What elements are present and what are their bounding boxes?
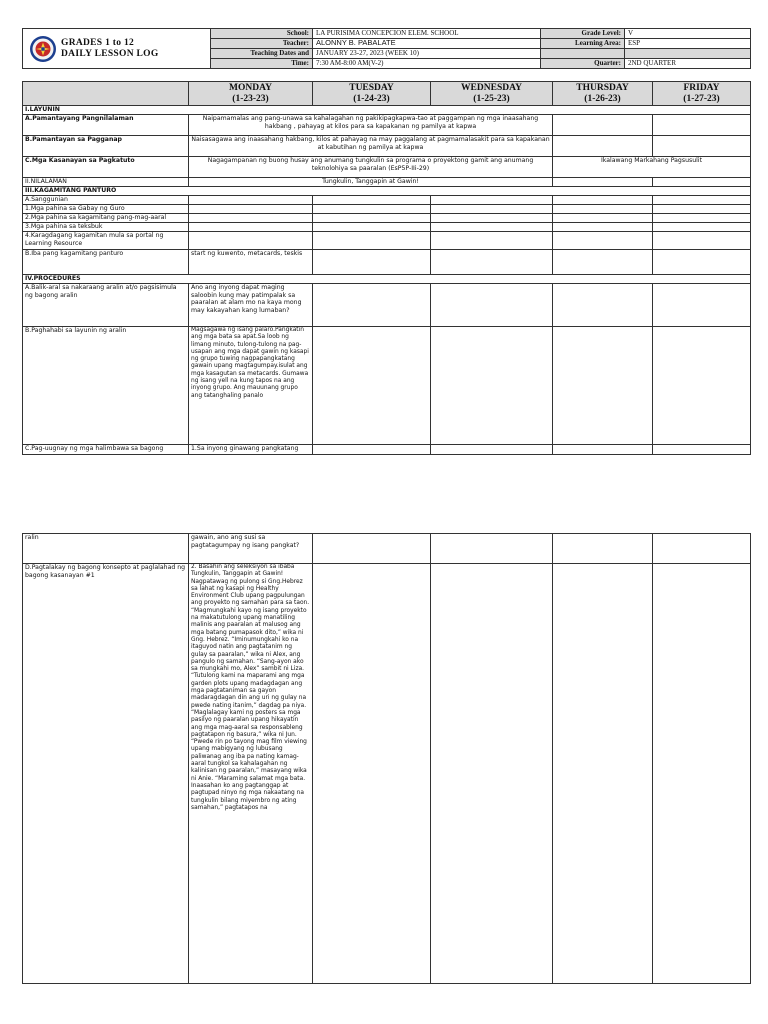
quarter-label: Quarter: [541,59,625,69]
teacher-label: Teacher: [211,39,313,49]
pagtalakay-text: 2. Basahin ang seleksiyon sa ibaba Tungkulin, Tanggapin at Gawin! Nagpatawag ng pulong si Gng.Hebrez sa lahat ng kasapi ng Healthy Environment Club upang pagpulungan ang proyekto ng samahan para sa taon. “Magmungkahi kayo ng isang proyekto na makatutulong upang manatiling malinis ang paaralan at malusog ang mga batang pumapasok dito,” wika ni Gng. Hebrez. “Iminumungkahi ko na itaguyod natin ang pagtatanim ng gulay sa paaralan,” wika ni Alex, ang pangulo ng samahan. “Sang-ayon ako sa mungkahi mo, Alex” sambit ni Liza. “Tutulong kami na maparami ang mga garden plots upang madagdagan ang mga pagtataniman sa gayon madaragdagan din ang uri ng gulay na pwede nating itanim,” dagdag pa niya. “Maglalagay kami ng posters sa mga pasilyo ng paaralan upang hikayatin ang mga mag-aaral sa responsableng pagtatapon ng basura,” wika ni Jun. “Pwede rin po tayong mag film viewing upang mabigyang ng lubusang paliwanag ang iba pa nating kamag-aaral tungkol sa kahalagahan ng kalinisan ng paaralan,” masayang wika ni Anie. “Maraming salamat mga bata. Inaasahan ko ang pagtanggap at pagtupad ninyo ng mga nakaatang na tungkulin bilang miyembro ng ating samahan,” pagtatapos na [189,564,313,984]
row-label-paghahabi: B.Paghahabi sa layunin ng aralin [23,327,189,445]
row-label-karagdagang: 4.Karagdagang kagamitan mula sa portal ng Learning Resource [23,232,189,250]
section-procedures: IV.PROCEDURES [23,275,751,284]
pag-uugnay-text-part1: 1.Sa inyong ginawang pangkatang [189,445,313,455]
row-label-iba-pang: B.Iba pang kagamitang panturo [23,250,189,275]
grade-level-value: V [625,29,751,39]
day-header-tuesday: TUESDAY (1-24-23) [313,82,431,106]
day-header-wednesday: WEDNESDAY (1-25-23) [431,82,553,106]
kasanayan-text: Nagagampanan ng buong husay ang anumang tungkulin sa programa o proyektong gamit ang anumang teknolohiya sa paaralan (EsP5P-IIi-29) [189,157,553,178]
balik-aral-text: Ano ang inyong dapat maging saloobin kung may patimpalak sa paaralan at alam mo na kaya mong may kakayahan kang lumaban? [189,284,313,327]
teaching-dates-value: JANUARY 23-27, 2023 (WEEK 10) [313,49,541,59]
section-kagamitang-panturo: III.KAGAMITANG PANTURO [23,187,751,196]
row-label-teksbuk: 3.Mga pahina sa teksbuk [23,223,189,232]
grade-level-label: Grade Level: [541,29,625,39]
header-logo-cell [23,29,211,69]
day-header-monday: MONDAY (1-23-23) [189,82,313,106]
quarter-value: 2ND QUARTER [625,59,751,69]
row-label-kagamitang-mag-aaral: 2.Mga pahina sa kagamitang pang-mag-aaral [23,214,189,223]
day-header-friday: FRIDAY (1-27-23) [653,82,751,106]
teacher-value: ALONNY B. PABALATE [313,39,541,49]
deped-seal-icon [29,35,57,63]
title-line-1: GRADES 1 to 12 [61,37,135,48]
school-value: LA PURISIMA CONCEPCION ELEM. SCHOOL [313,29,541,39]
row-label-nilalaman: II.NILALAMAN [23,178,189,187]
title-line-2: DAILY LESSON LOG [61,48,159,59]
paghahabi-text: Magsagawa ng isang palaro.Pangkatin ang mga bata sa apat.Sa loob ng limang minuto, tulong-tulong na pag- usapan ang mga dapat gawin ng kasapi ng grupo tuwing nagpapangkatang gawain upang magtagumpay.isulat ang mga kasagutan sa metacards. Gumawa ng isang yell na kung tapos na ang inyong grupo. Ang mauunang grupo ang tatanghaling panalo [189,327,313,445]
row-label-pamantayan-pagganap: B.Pamantayan sa Pagganap [23,136,189,157]
row-label-pamantayang-pangnilalaman: A.Pamantayang Pangnilalaman [23,115,189,136]
row-label-sanggunian: A.Sanggunian [23,196,189,205]
time-value: 7:30 AM-8:00 AM(V-2) [313,59,541,69]
row-label-gabay-guro: 1.Mga pahina sa Gabay ng Guro [23,205,189,214]
lesson-log-table [22,81,751,455]
pag-uugnay-text-part2: gawain, ano ang susi sa pagtatagumpay ng isang pangkat? [189,534,313,564]
school-label: School: [211,29,313,39]
row-label-kasanayan: C.Mga Kasanayan sa Pagkatuto [23,157,189,178]
lesson-log-table-continued [22,533,751,984]
teaching-dates-label: Teaching Dates and [211,49,313,59]
lesson-log-page-1 [22,28,750,455]
section-layunin: I.LAYUNIN [23,106,751,115]
kasanayan-thursday-text: Ikalawang Markahang Pagsusulit [553,157,751,178]
lesson-log-page-2 [22,533,750,984]
row-label-pagtalakay: D.Pagtalakay ng bagong konsepto at paglalahad ng bagong kasanayan #1 [23,564,189,984]
time-label: Time: [211,59,313,69]
pamantayang-pangnilalaman-text: Naipamamalas ang pang-unawa sa kahalagahan ng pakikipagkapwa-tao at paggampan ng mga inaasahang hakbang , pahayag at kilos para sa kapakanan ng pamilya at kapwa [189,115,553,136]
learning-area-label: Learning Area: [541,39,625,49]
learning-area-value: ESP [625,39,751,49]
day-header-thursday: THURSDAY (1-26-23) [553,82,653,106]
iba-pang-text: start ng kuwento, metacards, teskis [189,250,313,275]
header-table [22,28,751,69]
row-label-pag-uugnay: C.Pag-uugnay ng mga halimbawa sa bagong [23,445,189,455]
pamantayan-pagganap-text: Naisasagawa ang inaasahang hakbang, kilos at pahayag na may paggalang at pagmamalasakit para sa kapakanan at kabutihan ng pamilya at kapwa [189,136,553,157]
row-label-pag-uugnay-continued: ralin [23,534,189,564]
nilalaman-text: Tungkulin, Tanggapin at Gawin! [189,178,553,187]
row-label-balik-aral: A.Balik-aral sa nakaraang aralin at/o pagsisimula ng bagong aralin [23,284,189,327]
